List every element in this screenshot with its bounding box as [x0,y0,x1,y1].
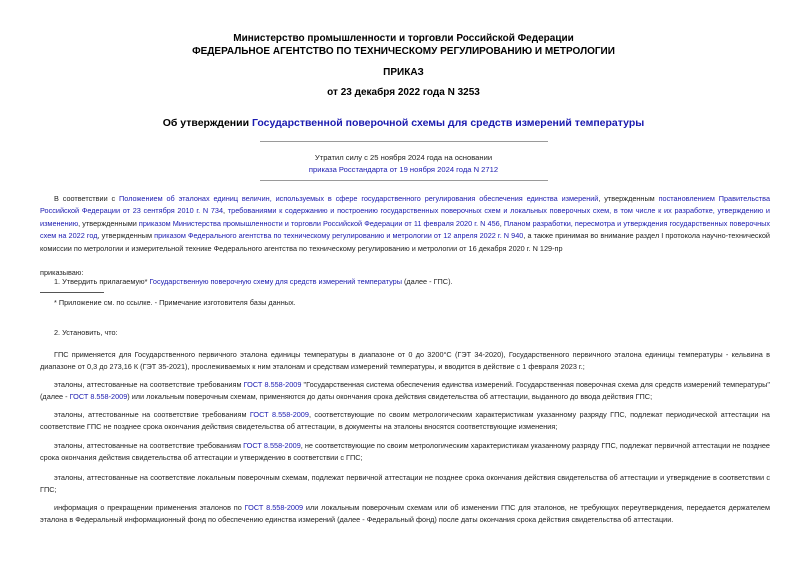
link-gost[interactable]: ГОСТ 8.558-2009 [243,380,302,389]
item-1-text: 1. Утвердить прилагаемую* [54,277,150,286]
preamble-text: , утвержденным [97,231,155,241]
item-1-text: (далее - ГПС). [401,277,453,286]
agency-heading: ФЕДЕРАЛЬНОЕ АГЕНТСТВО ПО ТЕХНИЧЕСКОМУ РЕГУЛИРОВАНИЮ И МЕТРОЛОГИИ [192,46,615,57]
link-standards-regulation[interactable]: Положением об эталонах единиц величин, используемых в сфере государственного регулирования обеспечения единства измерений [119,194,599,203]
footnote: * Приложение см. по ссылке. - Примечание изготовителя базы данных. [54,298,296,307]
preamble-text: В соответствии с [54,194,120,203]
link-verification-scheme[interactable]: Государственную поверочную схему для средств измерений температуры [149,277,402,286]
paragraph-periodic-attestation [40,409,770,434]
divider-bottom [260,180,548,181]
link-ministry-order[interactable]: приказом Министерства промышленности и торговли Российской Федерации от 11 февраля 2020 г. N 456 [138,218,500,228]
paragraph-etalons-gost [40,379,770,404]
document-date-number: от 23 декабря 2022 года N 3253 [327,87,480,98]
title-prefix: Об утверждении [162,117,252,129]
link-government-decree[interactable]: постановлением Правительства Российской Федерации от 23 сентября 2010 г. N 734 [40,194,771,216]
link-gost[interactable]: ГОСТ 8.558-2009 [249,410,309,419]
paragraph-information [40,502,770,527]
document-title [0,117,807,129]
footnote-rule [40,292,104,293]
paragraph-text: , соответствующие по своим метрологическим характеристикам указанному разряду ГПС, подлежат периодической аттестации на соответствие ГПС не позднее срока окончания действия свидетельства об аттестации, в документы на эталоны вносятся соответствующие изменения; [40,410,770,432]
paragraph-text: или локальным поверочным схемам или об изменении ГПС для эталонов, не требующих переутверждения, передается держателем эталона в Федеральный информационный фонд по обеспечению единства измерений (далее - Федеральный фонд) после даты окончания срока действия свидетельства об аттестации. [40,503,770,525]
paragraph-text: ) или локальным поверочным схемам, применяются до даты окончания срока действия свидетельства об аттестации, выданного до ввода действия ГПС; [127,392,653,402]
preamble-text: , [223,206,228,216]
link-gost[interactable]: ГОСТ 8.558-2009 [244,503,304,512]
document-type: ПРИКАЗ [383,67,424,78]
ministry-heading: Министерство промышленности и торговли Российской Федерации [233,33,574,44]
paragraph-local-schemes: эталоны, аттестованные на соответствие локальным поверочным схемам, подлежат первичной аттестации не позднее срока окончания действия свидетельства об аттестации и утверждение в соответствии с ГПС; [40,473,770,495]
title-link[interactable]: Государственной поверочной схемы для средств измерений температуры [251,117,645,129]
paragraph-text: эталоны, аттестованные на соответствие требованиям [54,441,244,450]
preamble-text: , утвержденным [598,194,659,203]
link-agency-order[interactable]: приказом Федерального агентства по техническому регулированию и метрологии от 12 апреля 2022 г. N 940 [154,231,524,241]
paragraph-primary-attestation [40,440,770,465]
expired-notice [0,152,807,176]
paragraph-text: эталоны, аттестованные на соответствие требованиям [54,410,250,419]
link-development-plan[interactable]: Планом разработки, пересмотра и утверждения государственных поверочных схем на 2022 год [40,218,771,241]
link-gost[interactable]: ГОСТ 8.558-2009 [69,392,128,402]
item-2: 2. Установить, что: [54,328,118,337]
paragraph-gps: ГПС применяется для Государственного первичного эталона единицы температуры в диапазоне от 0 до 3200°С (ГЭТ 34-2020), Государственного первичного эталона единицы температуры - кельвина в диапазоне от 0,3 до 273,16 К (ГЭТ 35-2021), прослеживаемых к ним эталонам и средствам измерений температуры, и вводится в действие с 1 февраля 2023 г.; [40,350,770,372]
link-scheme-requirements[interactable]: требованиями к содержанию и построению государственных поверочных схем и локальных поверочных схем, в том числе к их разработке, утверждению и изменению [40,206,770,228]
preamble-text: , утвержденными [78,218,139,228]
expired-order-link[interactable]: приказа Росстандарта от 19 ноября 2024 года N 2712 [308,165,499,174]
preamble-text: , а также принимая во внимание раздел I протокола научно-технической комиссии по метрологии и измерительной технике Федерального агентства по техническому регулированию и метрологии от 16 декабря 2020 г. N 129-пр [40,231,770,253]
preamble-text: , [499,218,504,228]
preamble-paragraph [40,193,770,255]
expired-line: Утратил силу с 25 ноября 2024 года на основании [314,153,493,162]
paragraph-text: , не соответствующие по своим метрологическим характеристикам указанному разряду ГПС, подлежат первичной аттестации не позднее срока окончания действия свидетельства об аттестации и утверждению в соответствии с ГПС; [40,441,770,463]
orders-word: приказываю: [40,268,84,277]
paragraph-text: информация о прекращении применения эталонов по [54,503,245,512]
paragraph-text: эталоны, аттестованные на соответствие требованиям [54,380,244,389]
divider-top [260,141,548,142]
item-1 [40,276,770,288]
link-gost[interactable]: ГОСТ 8.558-2009 [243,441,301,450]
paragraph-text: "Государственная система обеспечения единства измерений. Государственная поверочная схема для средств измерений температуры" (далее - [40,380,770,402]
